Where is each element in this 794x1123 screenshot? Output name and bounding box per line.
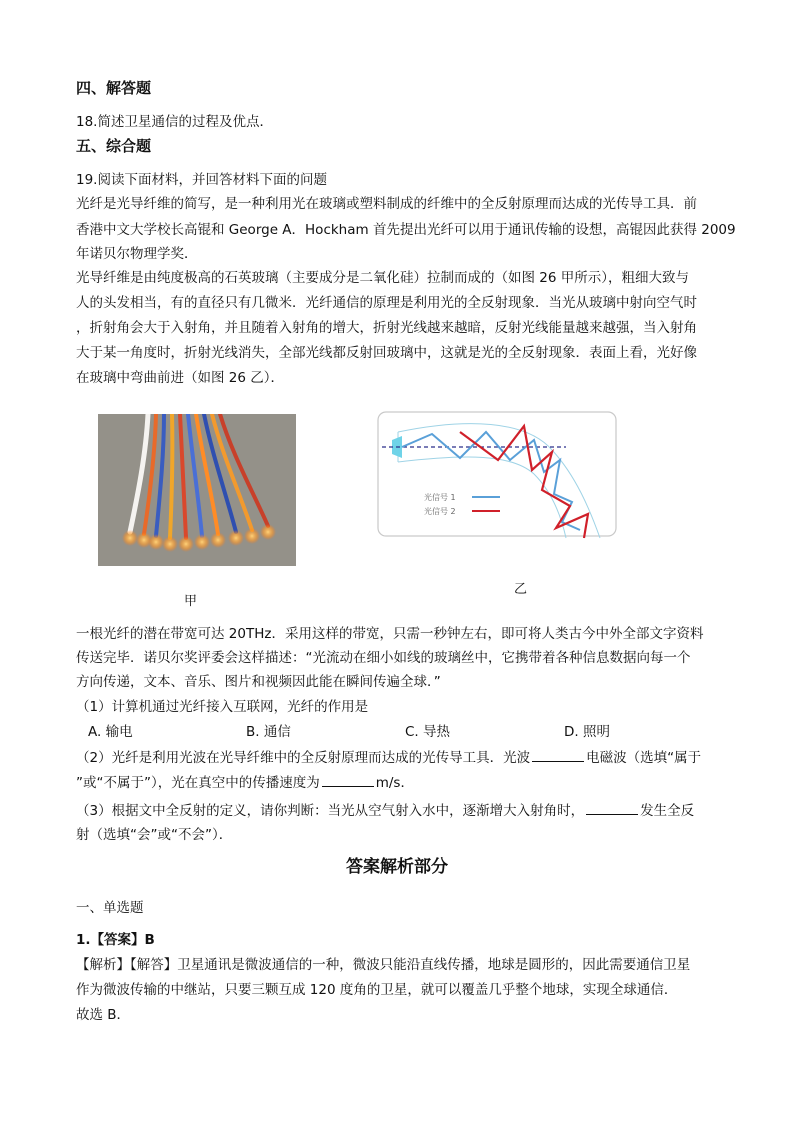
paragraph3-line: 方向传递，文本、音乐、图片和视频因此能在瞬间传遍全球．”: [76, 674, 441, 690]
paragraph2-line: 人的头发相当，有的直径只有几微米．光纤通信的原理是利用光的全反射现象．当光从玻璃中射向空气时: [76, 295, 697, 311]
answer-1: 1.【答案】B: [76, 932, 155, 948]
paragraph1-line: 香港中文大学校长高锟和 George A．Hockham 首先提出光纤可以用于通讯传输的设想，高锟因此获得 2009: [76, 222, 736, 238]
sub-question-1: （1）计算机通过光纤接入互联网，光纤的作用是: [76, 699, 369, 715]
option-d: D. 照明: [564, 724, 610, 740]
sub-question-2-line1: [76, 747, 701, 768]
paragraph2-line: ，折射角会大于入射角，并且随着入射角的增大，折射光线越来越暗，反射光线能量越来越强，当入射角: [76, 320, 697, 336]
optical-fiber-photo: [98, 414, 296, 566]
sub-question-2-text: 电磁波（选填“属于: [586, 750, 702, 766]
answers-section1-title: 一、单选题: [76, 900, 144, 916]
sub-question-3-line2: 射（选填“会”或“不会”）．: [76, 827, 233, 843]
answer-1-explanation: 故选 B．: [76, 1007, 131, 1023]
sub-question-2-text: （2）光纤是利用光波在光导纤维中的全反射原理而达成的光传导工具．光波: [76, 750, 531, 766]
figure-jia-label: 甲: [184, 594, 198, 609]
answer-1-explanation: 【解析】【解答】卫星通讯是微波通信的一种，微波只能沿直线传播，地球是圆形的，因此需要通信卫星: [76, 957, 691, 973]
paragraph2-line: 光导纤维是由纯度极高的石英玻璃（主要成分是二氧化硅）拉制而成的（如图 26 甲所示），粗细大致与: [76, 270, 690, 286]
paragraph3-line: 传送完毕．诺贝尔奖评委会这样描述：“光流动在细小如线的玻璃丝中，它携带着各种信息数据向每一个: [76, 650, 691, 666]
option-c: C. 导热: [405, 724, 451, 740]
question-18: 18.简述卫星通信的过程及优点．: [76, 114, 273, 130]
sub-question-3-text: 发生全反: [640, 803, 695, 819]
paragraph3-line: 一根光纤的潜在带宽可达 20THz．采用这样的带宽，只需一秒钟左右，即可将人类古今中外全部文字资料: [76, 626, 704, 642]
sub-question-3-text: （3）根据文中全反射的定义，请你判断：当光从空气射入水中，逐渐增大入射角时，: [76, 803, 585, 819]
answer-blank: [322, 772, 374, 787]
answer-blank: [586, 800, 638, 815]
paragraph1-line: 年诺贝尔物理学奖．: [76, 246, 198, 262]
total-reflection-diagram: [376, 410, 620, 580]
paragraph2-line: 在玻璃中弯曲前进（如图 26 乙）．: [76, 370, 285, 386]
sub-question-2-text: ”或“不属于”），光在真空中的传播速度为: [76, 775, 320, 791]
option-b: B. 通信: [246, 724, 291, 740]
sub-question-2-line2: [76, 772, 414, 793]
figure-yi-label: 乙: [514, 582, 528, 597]
paragraph1-line: 光纤是光导纤维的简写，是一种利用光在玻璃或塑料制成的纤维中的全反射原理而达成的光传导工具．前: [76, 196, 697, 212]
answer-1-explanation: 作为微波传输的中继站，只要三颗互成 120 度角的卫星，就可以覆盖几乎整个地球，实现全球通信．: [76, 982, 678, 998]
sub-question-3-line1: [76, 800, 694, 821]
legend-label-2: 光信号 2: [424, 507, 456, 516]
option-a: A. 输电: [88, 724, 133, 740]
section4-title: 四、解答题: [76, 79, 152, 97]
section5-title: 五、综合题: [76, 137, 152, 155]
question-19-intro: 19.阅读下面材料，并回答材料下面的问题: [76, 172, 327, 188]
sub-question-2-unit: m/s．: [375, 775, 414, 791]
answer-blank: [532, 747, 584, 762]
paragraph2-line: 大于某一角度时，折射光线消失，全部光线都反射回玻璃中，这就是光的全反射现象．表面上看，光好像: [76, 345, 697, 361]
legend-label-1: 光信号 1: [424, 493, 456, 502]
answers-title: 答案解析部分: [346, 857, 448, 877]
